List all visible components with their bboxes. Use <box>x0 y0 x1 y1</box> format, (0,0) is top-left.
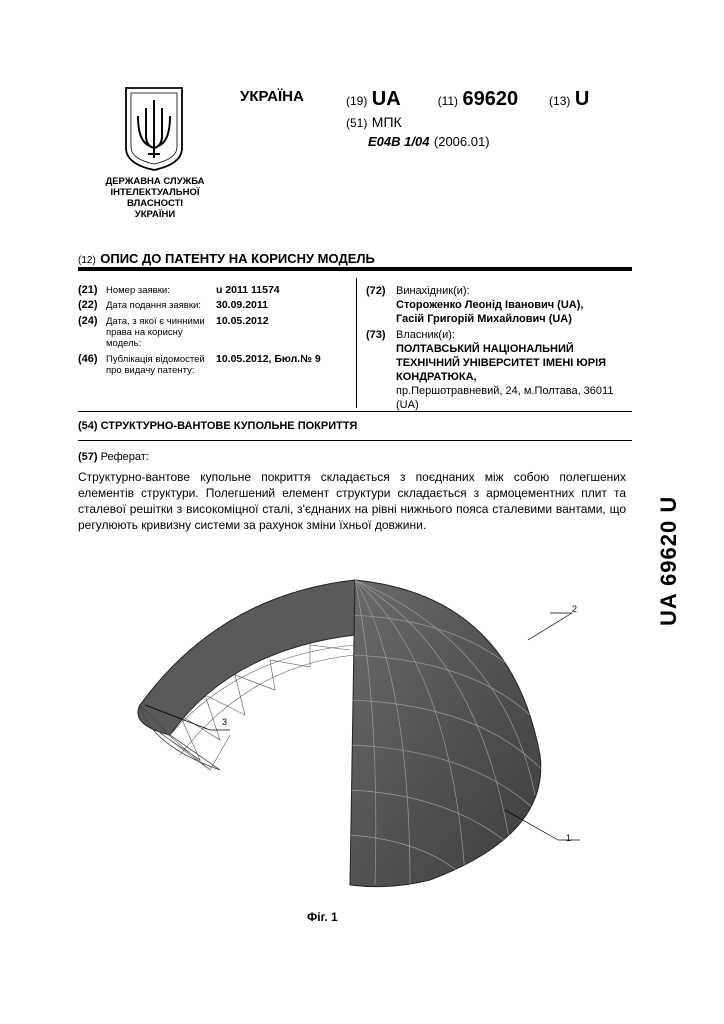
bib-code: (24) <box>78 315 98 327</box>
org-line: ВЛАСНОСТІ <box>126 198 184 209</box>
org-line: ІНТЕЛЕКТУАЛЬНОЇ <box>110 187 200 198</box>
utility-model-title-text: СТРУКТУРНО-ВАНТОВЕ КУПОЛЬНЕ ПОКРИТТЯ <box>100 420 358 432</box>
owner-address-line: (UA) <box>396 399 419 411</box>
abstract-label: Реферат: <box>100 451 149 463</box>
kind-code: U <box>574 88 590 110</box>
dome-figure <box>110 555 610 905</box>
bib-value: 10.05.2012 <box>216 315 269 327</box>
bib-label: Публікація відомостей про видачу патенту: <box>106 354 205 376</box>
inventors-label: Винахідник(и): <box>396 285 470 297</box>
code-51: (51) <box>346 116 368 130</box>
patent-number: 69620 <box>462 88 519 110</box>
bib-label: Номер заявки: <box>106 285 170 296</box>
bib-rule <box>78 411 632 412</box>
document-codes <box>346 88 589 111</box>
ipc-label: МПК <box>371 114 402 130</box>
bib-row <box>78 299 358 315</box>
title-rule <box>78 267 632 271</box>
bib-label: Дата подання заявки: <box>106 300 201 311</box>
title-rule-2 <box>78 440 632 441</box>
utility-model-title <box>78 420 357 432</box>
bib-value: 30.09.2011 <box>216 299 268 311</box>
ipc-block <box>346 114 490 151</box>
owner-address-line: пр.Першотравневий, 24, м.Полтава, 36011 <box>396 385 614 397</box>
organization-name <box>90 176 220 220</box>
ipc-class: E04B 1/04 <box>368 134 430 149</box>
ipc-date: (2006.01) <box>433 134 490 149</box>
bib-row <box>78 284 358 299</box>
owner-name-line: ПОЛТАВСЬКИЙ НАЦІОНАЛЬНИЙ <box>396 343 574 355</box>
code-57: (57) <box>78 451 98 463</box>
owner-name-line: ТЕХНІЧНИЙ УНІВЕРСИТЕТ ІМЕНІ ЮРІЯ <box>396 357 607 369</box>
bibliographic-right <box>366 284 636 412</box>
document-title-text: ОПИС ДО ПАТЕНТУ НА КОРИСНУ МОДЕЛЬ <box>100 251 375 266</box>
abstract-text: Структурно-вантове купольне покриття складається з поєднаних між собою полегшених елементів структури. Полегшений елемент структури складається з армоцементних плит та сталевої решітки з високоміцної сталі, з'єднаних на рівні нижнього пояса сталевими вантами, що регулюють кривизну системи за рахунок зміни їхньої довжини. <box>78 470 626 532</box>
country-code: UA <box>371 88 401 110</box>
code-72: (72) <box>366 285 386 297</box>
abstract-heading <box>78 451 149 463</box>
bib-divider <box>356 278 357 408</box>
side-patent-mark: UA 69620 U <box>656 495 681 626</box>
code-73: (73) <box>366 329 386 341</box>
bibliographic-left <box>78 284 358 383</box>
inventor: Стороженко Леонід Іванович (UA), <box>396 299 584 311</box>
figure-label: 3 <box>222 717 228 727</box>
bib-row <box>78 353 358 383</box>
country-name: УКРАЇНА <box>240 88 304 105</box>
code-11: (11) <box>437 94 459 108</box>
bib-value: 10.05.2012, Бюл.№ 9 <box>216 353 321 365</box>
org-line: ДЕРЖАВНА СЛУЖБА <box>105 176 205 187</box>
code-12: (12) <box>78 255 96 266</box>
bib-code: (22) <box>78 299 98 311</box>
figure-label: 2 <box>572 604 578 614</box>
bib-code: (21) <box>78 284 98 296</box>
code-19: (19) <box>346 94 368 108</box>
bib-value: u 2011 11574 <box>216 284 280 296</box>
code-13: (13) <box>549 94 571 108</box>
org-line: УКРАЇНИ <box>134 209 176 220</box>
coat-of-arms <box>124 86 184 172</box>
figure-label: 1 <box>566 833 572 843</box>
bib-code: (46) <box>78 353 98 365</box>
bib-row <box>78 315 358 353</box>
bib-label: Дата, з якої є чинними права на корисну модель: <box>106 316 205 349</box>
code-54: (54) <box>78 420 98 432</box>
figure-caption: Фіг. 1 <box>307 910 338 924</box>
inventor: Гасій Григорій Михайлович (UA) <box>396 313 572 325</box>
owner-name-line: КОНДРАТЮКА, <box>396 371 477 383</box>
owner-label: Власник(и): <box>396 329 455 341</box>
document-title <box>78 250 375 268</box>
